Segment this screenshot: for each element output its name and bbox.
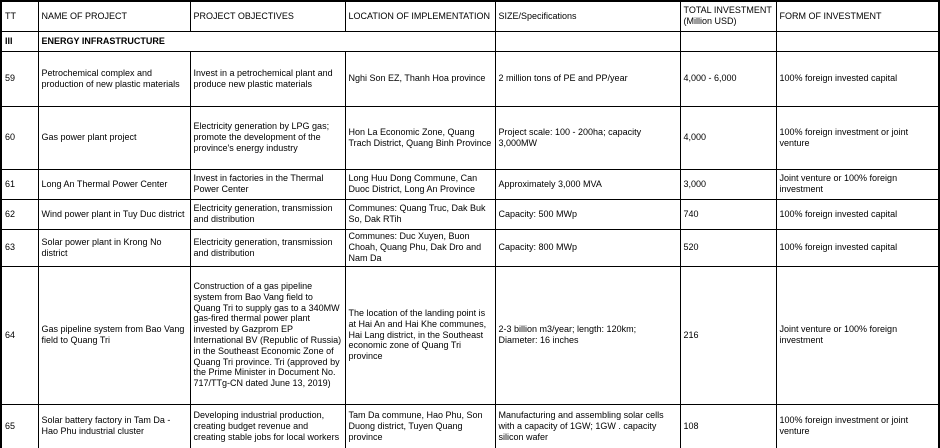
section-row-energy-infrastructure xyxy=(1,31,939,51)
cell-form: 100% foreign invested capital xyxy=(776,229,939,266)
cell-size: Approximately 3,000 MVA xyxy=(495,169,680,199)
cell-objectives: Electricity generation, transmission and distribution xyxy=(190,229,345,266)
cell-objectives: Developing industrial production, creating budget revenue and creating stable jobs for local workers xyxy=(190,404,345,448)
cell-size: Capacity: 500 MWp xyxy=(495,199,680,229)
cell-tt: 59 xyxy=(1,51,38,106)
col-header-objectives: PROJECT OBJECTIVES xyxy=(190,1,345,31)
cell-location: Tam Da commune, Hao Phu, Son Duong district, Tuyen Quang province xyxy=(345,404,495,448)
col-header-name: NAME OF PROJECT xyxy=(38,1,190,31)
cell-form: Joint venture or 100% foreign investment xyxy=(776,266,939,404)
cell-name: Wind power plant in Tuy Duc district xyxy=(38,199,190,229)
cell-investment: 108 xyxy=(680,404,776,448)
cell-name: Gas pipeline system from Bao Vang field to Quang Tri xyxy=(38,266,190,404)
table-row xyxy=(1,169,939,199)
section-empty-size xyxy=(495,31,680,51)
cell-investment: 216 xyxy=(680,266,776,404)
section-empty-form xyxy=(776,31,939,51)
cell-size: Manufacturing and assembling solar cells with a capacity of 1GW; 1GW . capacity silicon wafer xyxy=(495,404,680,448)
cell-form: Joint venture or 100% foreign investment xyxy=(776,169,939,199)
col-header-form: FORM OF INVESTMENT xyxy=(776,1,939,31)
table-row xyxy=(1,229,939,266)
cell-objectives: Electricity generation by LPG gas; promote the development of the province's energy industry xyxy=(190,106,345,169)
cell-size: Capacity: 800 MWp xyxy=(495,229,680,266)
cell-tt: 62 xyxy=(1,199,38,229)
cell-name: Solar battery factory in Tam Da - Hao Phu industrial cluster xyxy=(38,404,190,448)
cell-name: Long An Thermal Power Center xyxy=(38,169,190,199)
table-row xyxy=(1,266,939,404)
cell-form: 100% foreign investment or joint venture xyxy=(776,404,939,448)
section-empty-investment xyxy=(680,31,776,51)
cell-tt: 60 xyxy=(1,106,38,169)
table-row xyxy=(1,404,939,448)
col-header-investment-line2: (Million USD) xyxy=(683,16,737,27)
cell-investment: 520 xyxy=(680,229,776,266)
cell-location: Nghi Son EZ, Thanh Hoa province xyxy=(345,51,495,106)
cell-tt: 61 xyxy=(1,169,38,199)
cell-size: Project scale: 100 - 200ha; capacity 3,000MW xyxy=(495,106,680,169)
cell-investment: 4,000 xyxy=(680,106,776,169)
header-row xyxy=(1,1,939,31)
cell-objectives: Invest in a petrochemical plant and produce new plastic materials xyxy=(190,51,345,106)
table-row xyxy=(1,51,939,106)
cell-tt: 63 xyxy=(1,229,38,266)
cell-location: Communes: Duc Xuyen, Buon Choah, Quang Phu, Dak Dro and Nam Da xyxy=(345,229,495,266)
cell-form: 100% foreign invested capital xyxy=(776,51,939,106)
col-header-investment xyxy=(680,1,776,31)
cell-investment: 4,000 - 6,000 xyxy=(680,51,776,106)
cell-objectives: Invest in factories in the Thermal Power Center xyxy=(190,169,345,199)
col-header-location: LOCATION OF IMPLEMENTATION xyxy=(345,1,495,31)
col-header-investment-line1: TOTAL INVESTMENT xyxy=(683,5,772,16)
col-header-size: SIZE/Specifications xyxy=(495,1,680,31)
cell-size: 2-3 billion m3/year; length: 120km; Diameter: 16 inches xyxy=(495,266,680,404)
cell-form: 100% foreign investment or joint venture xyxy=(776,106,939,169)
cell-location: Hon La Economic Zone, Quang Trach District, Quang Binh Province xyxy=(345,106,495,169)
cell-location: Communes: Quang Truc, Dak Buk So, Dak RTih xyxy=(345,199,495,229)
cell-name: Gas power plant project xyxy=(38,106,190,169)
table-row xyxy=(1,199,939,229)
cell-location: The location of the landing point is at Hai An and Hai Khe communes, Hai Lang district, in the Southeast economic zone of Quang Tri province xyxy=(345,266,495,404)
cell-investment: 3,000 xyxy=(680,169,776,199)
table-row xyxy=(1,106,939,169)
section-number: III xyxy=(1,31,38,51)
cell-name: Solar power plant in Krong No district xyxy=(38,229,190,266)
cell-objectives: Electricity generation, transmission and distribution xyxy=(190,199,345,229)
section-title: ENERGY INFRASTRUCTURE xyxy=(38,31,495,51)
col-header-tt: TT xyxy=(1,1,38,31)
cell-investment: 740 xyxy=(680,199,776,229)
cell-size: 2 million tons of PE and PP/year xyxy=(495,51,680,106)
cell-name: Petrochemical complex and production of new plastic materials xyxy=(38,51,190,106)
cell-tt: 65 xyxy=(1,404,38,448)
cell-form: 100% foreign invested capital xyxy=(776,199,939,229)
cell-tt: 64 xyxy=(1,266,38,404)
cell-location: Long Huu Dong Commune, Can Duoc District, Long An Province xyxy=(345,169,495,199)
cell-objectives: Construction of a gas pipeline system from Bao Vang field to Quang Tri to supply gas to a 340MW gas-fired thermal power plant invested by Gazprom EP International BV (Republic of Russia) in the Southeast Economic Zone of Quang Tri province. Tri (approved by the Prime Minister in Document No. 717/TTg-CN dated June 13, 2019) xyxy=(190,266,345,404)
